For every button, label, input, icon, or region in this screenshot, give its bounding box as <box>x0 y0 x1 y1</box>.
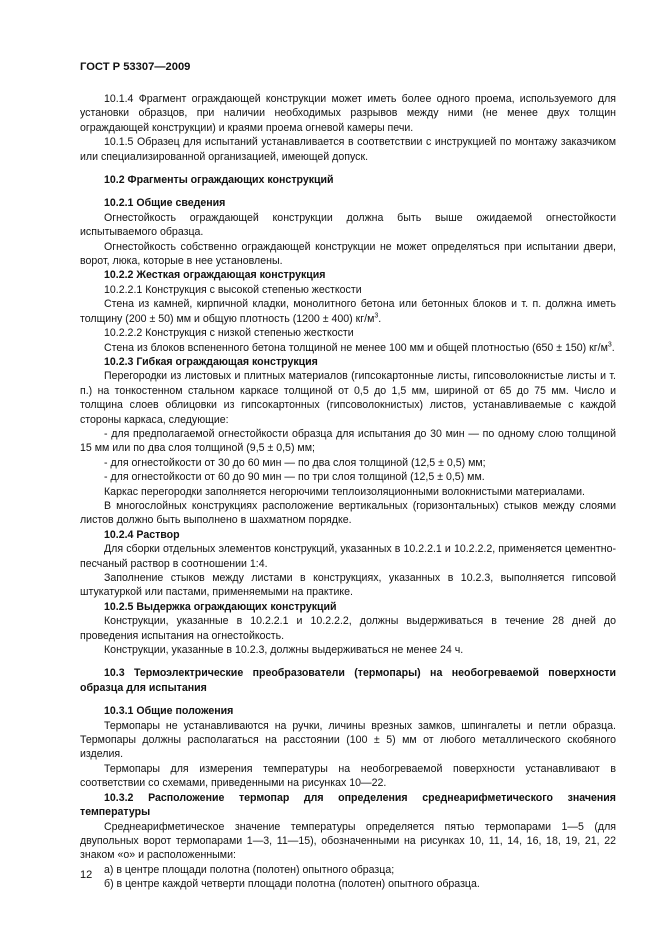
page-number: 12 <box>80 869 93 881</box>
clause-10-2-2-1: 10.2.2.1 Конструкция с высокой степенью жесткости <box>104 283 362 296</box>
period: . <box>378 312 382 325</box>
subsection-heading-10-2-3: 10.2.3 Гибкая ограждающая конструкция <box>104 355 318 368</box>
section-heading-10-2: 10.2 Фрагменты ограждающих конструкций <box>104 174 334 187</box>
clause-10-2-2-2: 10.2.2.2 Конструкция с низкой степенью жесткости <box>104 327 354 340</box>
paragraph: Заполнение стыков между листами в конструкциях, указанных в 10.2.3, выполняется гипсовой штукатуркой или пастами, применяемыми на практике. <box>80 572 616 599</box>
list-item: - для огнестойкости от 30 до 60 мин — по два слоя толщиной (12,5 ± 0,5) мм; <box>104 456 486 469</box>
paragraph: Термопары для измерения температуры на необогреваемой поверхности устанавливают в соответствии со схемами, приведенными на рисунках 10—22. <box>80 762 616 790</box>
paragraph-text: Стена из блоков вспененного бетона толщиной не менее 100 мм и общей плотностью (650 ± 150) кг/м <box>104 341 608 354</box>
subsection-heading-10-3-2: 10.3.2 Расположение термопар для определения среднеарифметического значения температуры <box>80 791 616 819</box>
subsection-heading-10-2-1: 10.2.1 Общие сведения <box>104 197 226 210</box>
document-body <box>80 92 616 892</box>
list-item: а) в центре площади полотна (полотен) опытного образца; <box>104 863 395 876</box>
paragraph: Каркас перегородки заполняется негорючими теплоизоляционными волокнистыми материалами. <box>104 485 586 498</box>
paragraph: Огнестойкость ограждающей конструкции должна быть выше ожидаемой огнестойкости испытываемого образца. <box>80 211 616 239</box>
list-item: - для предполагаемой огнестойкости образца для испытания до 30 мин — по одному слою толщиной 15 мм или по два слоя толщиной (9,5 ± 0,5) мм; <box>80 427 616 455</box>
paragraph: В многослойных конструкциях расположение вертикальных (горизонтальных) стыков между слоями листов должно быть выполнено в шахматном порядке. <box>80 499 616 527</box>
paragraph: Для сборки отдельных элементов конструкций, указанных в 10.2.2.1 и 10.2.2.2, применяется цементно-песчаный раствор в соотношении 1:4. <box>80 543 616 570</box>
subsection-heading-10-2-4: 10.2.4 Раствор <box>104 528 180 541</box>
list-item: б) в центре каждой четверти площади полотна (полотен) опытного образца. <box>104 878 480 891</box>
paragraph-10-1-4: 10.1.4 Фрагмент ограждающей конструкции может иметь более одного проема, используемого для установки образцов, при наличии необходимых разрывов между ними (не менее двух толщин ограждающей конструкции) и краями проема огневой камеры печи. <box>80 93 616 134</box>
paragraph-10-1-5: 10.1.5 Образец для испытаний устанавливается в соответствии с инструкцией по монтажу заказчиком или специализированной организацией, имеющей допуск. <box>80 136 616 163</box>
paragraph: Перегородки из листовых и плитных материалов (гипсокартонные листы, гипсоволокнистые листы и т. п.) на тонкостенном стальном каркасе толщиной от 0,5 до 1,5 мм, шириной от 65 до 75 мм. Число и толщина слоев облицовки из гипсокартонных (гипсоволокнистых) листов, устанавливаемые с каждой стороны каркаса, следующие: <box>80 370 616 426</box>
paragraph <box>80 297 616 326</box>
paragraph: Конструкции, указанные в 10.2.3, должны выдерживаться не менее 24 ч. <box>104 644 464 657</box>
subsection-heading-10-2-5: 10.2.5 Выдержка ограждающих конструкций <box>104 600 337 613</box>
list-item: - для огнестойкости от 60 до 90 мин — по три слоя толщиной (12,5 ± 0,5) мм. <box>104 471 485 484</box>
paragraph: Конструкции, указанные в 10.2.2.1 и 10.2.2.2, должны выдерживаться в течение 28 дней до проведения испытания на огнестойкость. <box>80 615 616 642</box>
document-header: ГОСТ Р 53307—2009 <box>80 61 191 73</box>
section-heading-10-3: 10.3 Термоэлектрические преобразователи (термопары) на необогреваемой поверхности образца для испытания <box>80 667 616 694</box>
paragraph: Огнестойкость собственно ограждающей конструкции не может определяться при испытании двери, ворот, люка, которые в нее установлены. <box>80 240 616 268</box>
subsection-heading-10-2-2: 10.2.2 Жесткая ограждающая конструкция <box>104 269 326 282</box>
subsection-heading-10-3-1: 10.3.1 Общие положения <box>104 705 234 718</box>
paragraph <box>80 341 616 355</box>
superscript: 3 <box>374 312 379 320</box>
superscript: 3 <box>607 340 612 348</box>
paragraph: Термопары не устанавливаются на ручки, личины врезных замков, шпингалеты и петли образца. Термопары должны располагаться на расстоянии (100 ± 5) мм от любого металлического скобяного изделия. <box>80 719 616 761</box>
period: . <box>611 341 615 354</box>
paragraph: Среднеарифметическое значение температуры определяется пятью термопарами 1—5 (для двупольных ворот термопарами 1—3, 11—15), обозначенными на рисунках 10, 11, 14, 16, 18, 19, 21, 22 знаком «о» и расположенными: <box>80 820 616 862</box>
paragraph-text: Стена из камней, кирпичной кладки, монолитного бетона или бетонных блоков и т. п. должна иметь толщину (200 ± 50) мм и общую плотность (1200 ± 400) кг/м <box>80 298 616 325</box>
